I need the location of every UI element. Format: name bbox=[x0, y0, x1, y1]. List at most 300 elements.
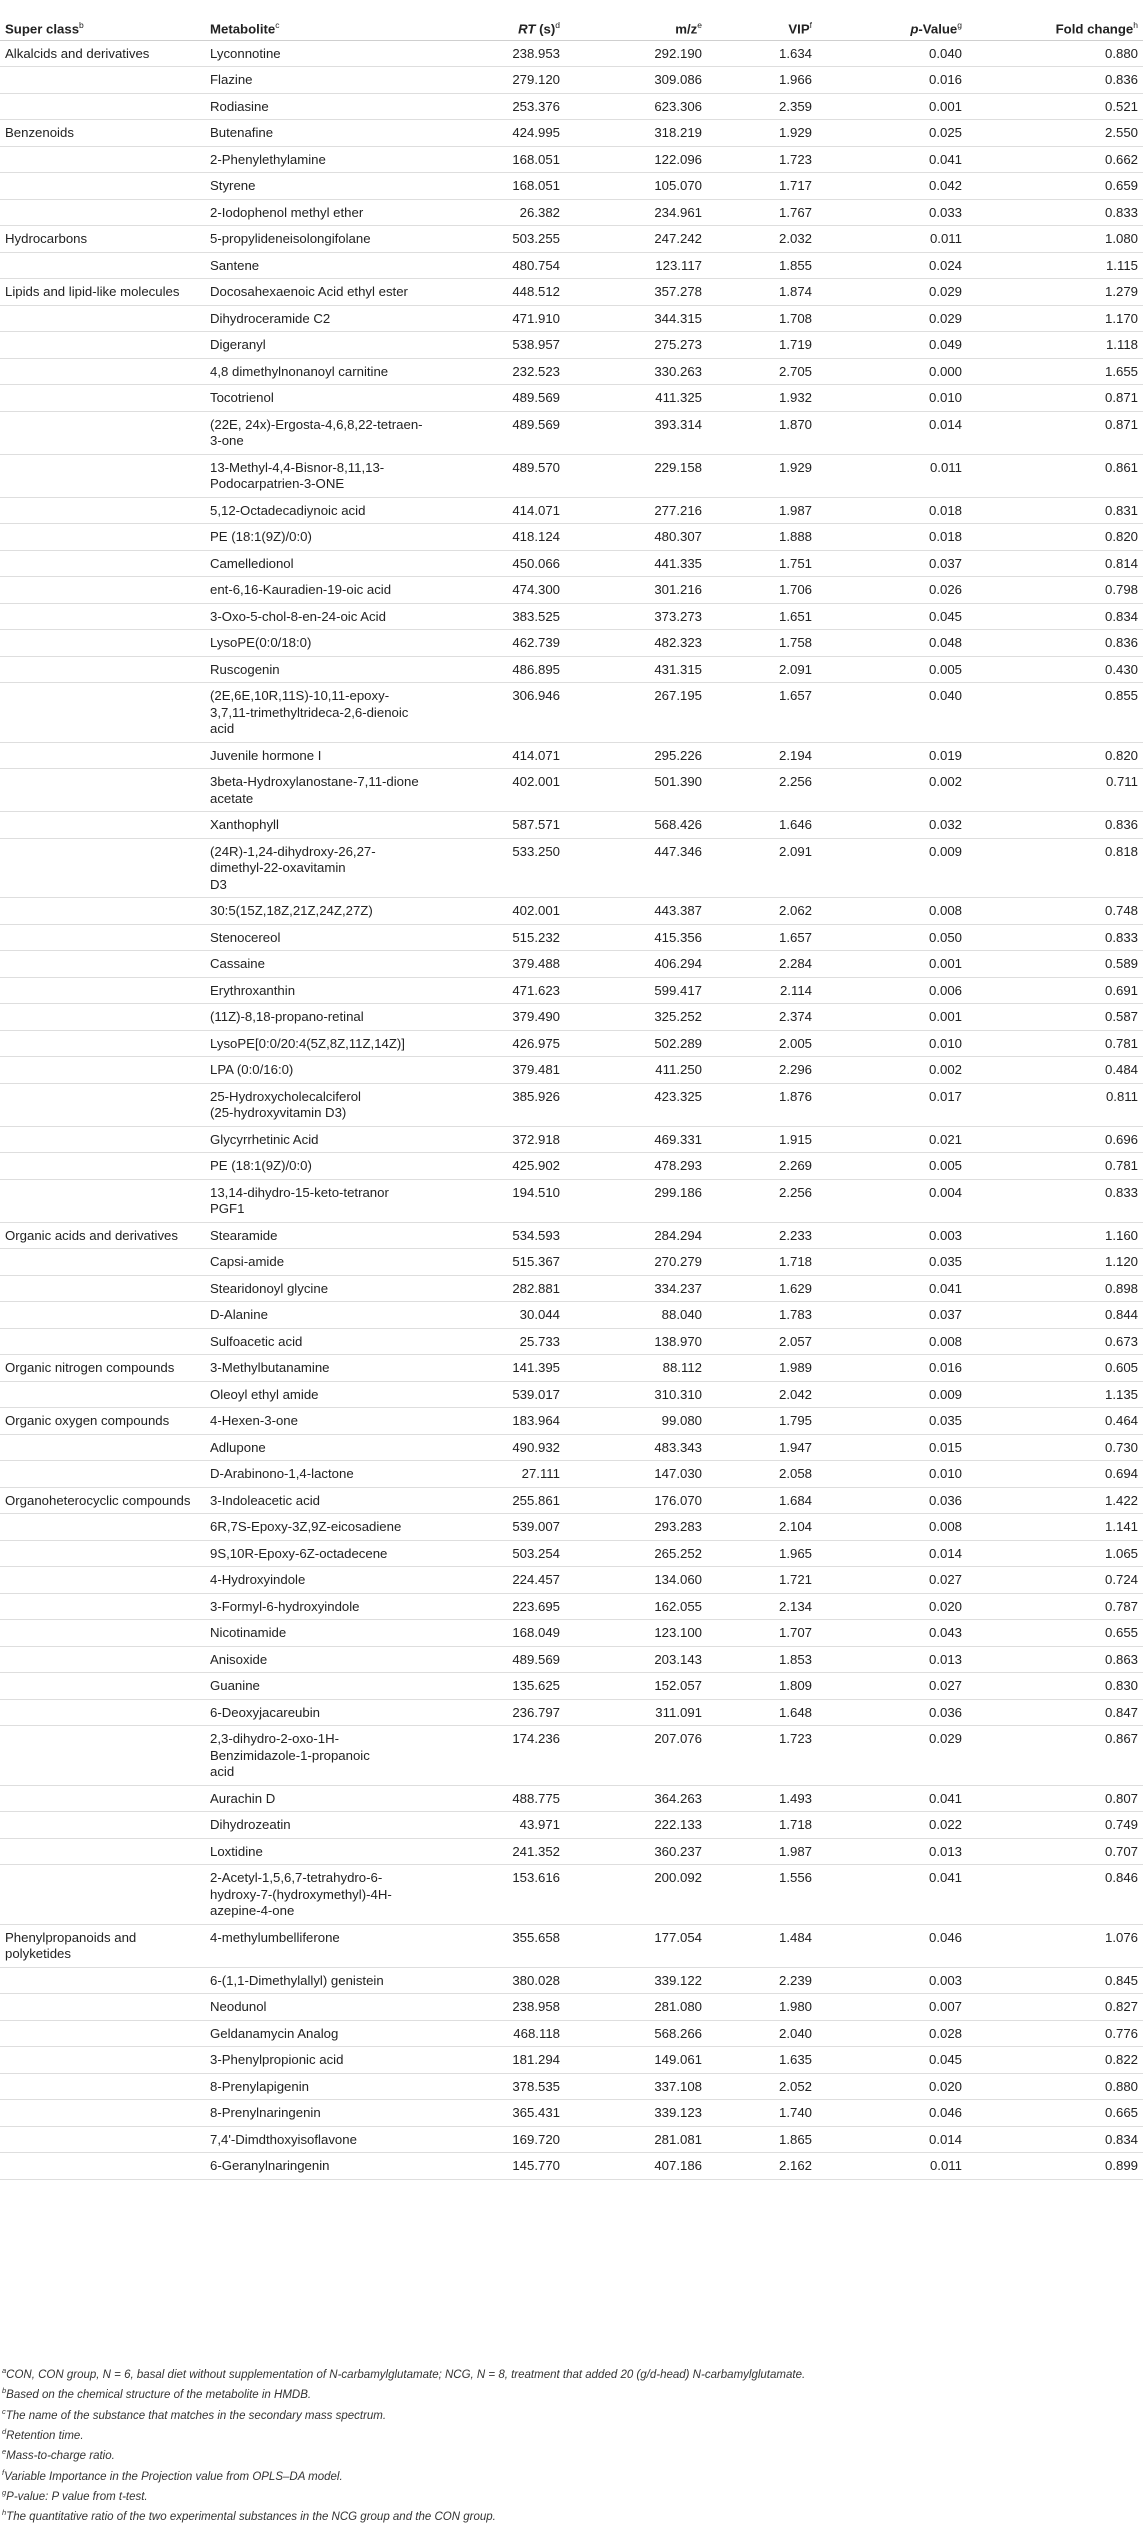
p-value-cell: 0.008 bbox=[928, 1333, 962, 1349]
metabolite-cell: Rodiasine bbox=[210, 98, 269, 114]
mz-cell: 318.219 bbox=[654, 125, 702, 140]
p-value-cell: 0.029 bbox=[928, 1731, 962, 1746]
super-class-cell bbox=[0, 769, 205, 812]
super-class-cell bbox=[0, 1812, 205, 1839]
super-class-cell bbox=[0, 252, 205, 279]
metabolite-cell: (2E,6E,10R,11S)-10,11-epoxy-3,7,11-trimethyltrideca-2,6-dienoic acid bbox=[210, 688, 409, 736]
super-class-cell bbox=[0, 1514, 205, 1541]
p-value-cell: 0.010 bbox=[928, 1035, 962, 1051]
fold-change-cell: 0.836 bbox=[1104, 635, 1138, 650]
p-value-cell: 0.003 bbox=[928, 1972, 962, 1988]
metabolite-cell: Lyconnotine bbox=[210, 45, 281, 61]
fold-change-cell: 1.422 bbox=[1104, 1492, 1138, 1508]
table-row bbox=[0, 2020, 1143, 2047]
super-class-cell bbox=[0, 1567, 205, 1594]
p-value-cell: 0.026 bbox=[928, 582, 962, 597]
metabolite-cell: Capsi-amide bbox=[210, 1254, 285, 1269]
p-value-cell: 0.000 bbox=[928, 363, 962, 379]
table-body bbox=[0, 40, 1143, 2179]
mz-cell: 222.133 bbox=[654, 1817, 702, 1832]
mz-cell: 599.417 bbox=[654, 982, 702, 998]
metabolite-cell: Loxtidine bbox=[210, 1843, 263, 1859]
vip-cell: 1.767 bbox=[778, 204, 812, 220]
p-value-cell: 0.020 bbox=[928, 2078, 962, 2094]
footnote bbox=[0, 2505, 1143, 2525]
fold-change-cell: 0.484 bbox=[1104, 1062, 1138, 1077]
rt-cell: 480.754 bbox=[512, 257, 560, 273]
mz-cell: 443.387 bbox=[654, 903, 702, 918]
fold-change-cell: 0.899 bbox=[1104, 2158, 1138, 2173]
super-class-cell bbox=[0, 742, 205, 769]
header-metabolite: Metabolite$^c$ bbox=[205, 12, 430, 40]
vip-cell: 1.717 bbox=[778, 178, 812, 193]
table-row bbox=[0, 812, 1143, 839]
table-row bbox=[0, 120, 1143, 147]
footnote-marker: c bbox=[2, 2406, 6, 2416]
vip-cell: 2.162 bbox=[778, 2158, 812, 2173]
metabolite-cell: 5,12-Octadecadiynoic acid bbox=[210, 502, 366, 518]
metabolite-cell: Geldanamycin Analog bbox=[210, 2025, 339, 2041]
vip-cell: 1.493 bbox=[778, 1790, 812, 1806]
fold-change-cell: 0.749 bbox=[1104, 1817, 1138, 1832]
metabolite-cell: Guanine bbox=[210, 1678, 260, 1693]
fold-change-cell: 1.135 bbox=[1104, 1386, 1138, 1402]
vip-cell: 1.706 bbox=[778, 582, 812, 597]
vip-cell: 1.648 bbox=[778, 1704, 812, 1720]
vip-cell: 1.723 bbox=[778, 151, 812, 167]
fold-change-cell: 0.696 bbox=[1104, 1131, 1138, 1147]
rt-cell: 236.797 bbox=[512, 1704, 560, 1720]
mz-cell: 373.273 bbox=[654, 608, 702, 624]
vip-cell: 2.058 bbox=[778, 1466, 812, 1481]
mz-cell: 334.237 bbox=[654, 1280, 702, 1296]
mz-cell: 176.070 bbox=[654, 1492, 702, 1508]
super-class-cell: Organic acids and derivatives bbox=[5, 1227, 178, 1243]
mz-cell: 337.108 bbox=[654, 2078, 702, 2094]
p-value-cell: 0.027 bbox=[928, 1572, 962, 1587]
super-class-cell: Organic nitrogen compounds bbox=[5, 1360, 175, 1375]
footnote-marker: b bbox=[2, 2386, 7, 2396]
mz-cell: 281.081 bbox=[654, 2131, 702, 2147]
footnote bbox=[0, 2424, 1143, 2444]
metabolite-cell: 6-Geranylnaringenin bbox=[210, 2158, 330, 2173]
super-class-cell bbox=[0, 1179, 205, 1222]
vip-cell: 2.256 bbox=[778, 774, 812, 789]
super-class-cell bbox=[0, 977, 205, 1004]
table-row bbox=[0, 656, 1143, 683]
fold-change-cell: 0.871 bbox=[1104, 416, 1138, 432]
vip-cell: 1.874 bbox=[778, 284, 812, 299]
metabolite-cell: 8-Prenylapigenin bbox=[210, 2078, 309, 2094]
vip-cell: 1.947 bbox=[778, 1439, 812, 1455]
super-class-cell: Organoheterocyclic compounds bbox=[5, 1492, 191, 1508]
table-row bbox=[0, 2047, 1143, 2074]
rt-cell: 168.049 bbox=[512, 1625, 560, 1640]
metabolite-cell: 2-Phenylethylamine bbox=[210, 151, 326, 167]
table-row bbox=[0, 1328, 1143, 1355]
rt-cell: 238.953 bbox=[512, 45, 560, 61]
fold-change-cell: 0.827 bbox=[1104, 1999, 1138, 2014]
p-value-cell: 0.040 bbox=[928, 688, 962, 703]
table-row bbox=[0, 146, 1143, 173]
table-row bbox=[0, 1126, 1143, 1153]
rt-cell: 253.376 bbox=[512, 98, 560, 114]
rt-cell: 515.367 bbox=[512, 1254, 560, 1269]
vip-cell: 1.758 bbox=[778, 635, 812, 650]
mz-cell: 360.237 bbox=[654, 1843, 702, 1859]
mz-cell: 207.076 bbox=[654, 1731, 702, 1746]
super-class-cell bbox=[0, 1994, 205, 2021]
super-class-cell: Phenylpropanoids and polyketides bbox=[5, 1929, 137, 1961]
rt-cell: 183.964 bbox=[512, 1413, 560, 1428]
footnotes bbox=[0, 2363, 1143, 2526]
p-value-cell: 0.025 bbox=[928, 125, 962, 140]
p-value-cell: 0.009 bbox=[928, 843, 962, 859]
mz-cell: 411.325 bbox=[655, 390, 702, 405]
fold-change-cell: 0.605 bbox=[1104, 1360, 1138, 1375]
metabolite-cell: (22E, 24x)-Ergosta-4,6,8,22-tetraen-3-one bbox=[210, 416, 423, 448]
vip-cell: 2.705 bbox=[778, 363, 812, 379]
table-row bbox=[0, 1461, 1143, 1488]
p-value-cell: 0.015 bbox=[928, 1439, 962, 1455]
table-row bbox=[0, 93, 1143, 120]
p-value-cell: 0.010 bbox=[928, 1466, 962, 1481]
p-value-cell: 0.048 bbox=[928, 635, 962, 650]
rt-cell: 282.881 bbox=[512, 1280, 560, 1296]
table-row bbox=[0, 1222, 1143, 1249]
mz-cell: 310.310 bbox=[654, 1386, 702, 1402]
footnote-marker: g bbox=[2, 2487, 7, 2497]
header-fold-change: Fold change$^h$ bbox=[967, 12, 1143, 40]
metabolite-cell: Stearidonoyl glycine bbox=[210, 1280, 329, 1296]
table-row bbox=[0, 1785, 1143, 1812]
table-row bbox=[0, 1408, 1143, 1435]
mz-cell: 469.331 bbox=[654, 1131, 702, 1147]
fold-change-cell: 0.863 bbox=[1104, 1651, 1138, 1667]
super-class-cell: Benzenoids bbox=[5, 125, 74, 140]
p-value-cell: 0.036 bbox=[928, 1704, 962, 1720]
fold-change-cell: 0.430 bbox=[1104, 661, 1138, 677]
mz-cell: 482.323 bbox=[654, 635, 702, 650]
metabolite-cell: Neodunol bbox=[210, 1999, 267, 2014]
super-class-cell bbox=[0, 812, 205, 839]
mz-cell: 162.055 bbox=[654, 1598, 702, 1614]
p-value-cell: 0.029 bbox=[928, 310, 962, 326]
metabolite-cell: Glycyrrhetinic Acid bbox=[210, 1131, 319, 1147]
fold-change-cell: 0.665 bbox=[1104, 2105, 1138, 2120]
table-row bbox=[0, 226, 1143, 253]
table-row bbox=[0, 332, 1143, 359]
table-header bbox=[0, 12, 1143, 40]
rt-cell: 488.775 bbox=[512, 1790, 560, 1806]
fold-change-cell: 0.833 bbox=[1104, 1184, 1138, 1200]
fold-change-cell: 0.781 bbox=[1104, 1035, 1138, 1051]
p-value-cell: 0.018 bbox=[928, 529, 962, 544]
vip-cell: 2.052 bbox=[778, 2078, 812, 2094]
table-row bbox=[0, 2126, 1143, 2153]
mz-cell: 123.117 bbox=[655, 257, 702, 273]
rt-cell: 194.510 bbox=[512, 1184, 560, 1200]
fold-change-cell: 1.076 bbox=[1104, 1929, 1138, 1945]
rt-cell: 539.017 bbox=[512, 1386, 560, 1402]
fold-change-cell: 0.847 bbox=[1104, 1704, 1138, 1720]
rt-cell: 474.300 bbox=[512, 582, 560, 597]
super-class-cell bbox=[0, 630, 205, 657]
fold-change-cell: 0.707 bbox=[1104, 1843, 1138, 1859]
super-class-cell bbox=[0, 550, 205, 577]
mz-cell: 203.143 bbox=[654, 1651, 702, 1667]
metabolite-cell: 4-Hexen-3-one bbox=[210, 1413, 298, 1428]
table-row bbox=[0, 2153, 1143, 2180]
mz-cell: 275.273 bbox=[654, 337, 702, 352]
vip-cell: 2.042 bbox=[778, 1386, 812, 1402]
metabolite-cell: 4,8 dimethylnonanoyl carnitine bbox=[210, 363, 389, 379]
metabolite-cell: (11Z)-8,18-propano-retinal bbox=[210, 1009, 364, 1024]
table-row bbox=[0, 977, 1143, 1004]
mz-cell: 88.040 bbox=[661, 1307, 702, 1322]
table-row bbox=[0, 838, 1143, 898]
table-row bbox=[0, 252, 1143, 279]
footnote-text: CON, CON group, N = 6, basal diet without supplementation of N-carbamylglutamate; NCG, N = 8, treatment that added 20 (g/d-head) N-carbamylglutamate. bbox=[6, 2368, 806, 2381]
rt-cell: 426.975 bbox=[512, 1035, 560, 1051]
fold-change-cell: 0.781 bbox=[1104, 1158, 1138, 1173]
table-row bbox=[0, 40, 1143, 67]
vip-cell: 1.870 bbox=[778, 416, 812, 432]
table-row bbox=[0, 67, 1143, 94]
super-class-cell bbox=[0, 2047, 205, 2074]
super-class-cell bbox=[0, 1249, 205, 1276]
table-row bbox=[0, 1487, 1143, 1514]
p-value-cell: 0.002 bbox=[928, 1062, 962, 1077]
vip-cell: 2.233 bbox=[778, 1227, 812, 1243]
mz-cell: 480.307 bbox=[654, 529, 702, 544]
fold-change-cell: 0.834 bbox=[1104, 2131, 1138, 2147]
rt-cell: 372.918 bbox=[512, 1131, 560, 1147]
mz-cell: 339.123 bbox=[654, 2105, 702, 2120]
rt-cell: 238.958 bbox=[512, 1999, 560, 2014]
mz-cell: 325.252 bbox=[654, 1009, 702, 1024]
metabolite-cell: Oleoyl ethyl amide bbox=[210, 1386, 319, 1402]
vip-cell: 1.915 bbox=[778, 1131, 812, 1147]
metabolite-cell: 25-Hydroxycholecalciferol (25-hydroxyvitamin D3) bbox=[210, 1088, 361, 1120]
metabolite-cell: 4-Hydroxyindole bbox=[210, 1572, 306, 1587]
metabolite-cell: Erythroxanthin bbox=[210, 982, 296, 998]
vip-cell: 1.635 bbox=[778, 2052, 812, 2067]
p-value-cell: 0.045 bbox=[928, 2052, 962, 2067]
mz-cell: 415.356 bbox=[654, 929, 702, 945]
super-class-cell bbox=[0, 1083, 205, 1126]
metabolite-cell: 4-methylumbelliferone bbox=[210, 1929, 340, 1945]
metabolite-cell: Docosahexaenoic Acid ethyl ester bbox=[210, 284, 408, 299]
table-row bbox=[0, 1275, 1143, 1302]
table-row bbox=[0, 454, 1143, 497]
vip-cell: 1.484 bbox=[778, 1929, 812, 1945]
vip-cell: 1.783 bbox=[778, 1307, 812, 1322]
footnote-marker: a bbox=[2, 2366, 7, 2375]
vip-cell: 1.987 bbox=[778, 1843, 812, 1859]
table-row bbox=[0, 1083, 1143, 1126]
vip-cell: 2.239 bbox=[778, 1972, 812, 1988]
mz-cell: 393.314 bbox=[654, 416, 702, 432]
metabolite-cell: Cassaine bbox=[210, 956, 265, 971]
p-value-cell: 0.011 bbox=[929, 2158, 962, 2173]
metabolite-cell: Digeranyl bbox=[210, 337, 266, 352]
vip-cell: 2.062 bbox=[778, 903, 812, 918]
mz-cell: 88.112 bbox=[662, 1360, 702, 1375]
fold-change-cell: 1.118 bbox=[1105, 337, 1138, 352]
p-value-cell: 0.024 bbox=[928, 257, 962, 273]
metabolite-cell: 7,4'-Dimdthoxyisoflavone bbox=[210, 2131, 357, 2147]
vip-cell: 1.740 bbox=[778, 2105, 812, 2120]
fold-change-cell: 0.820 bbox=[1104, 529, 1138, 544]
fold-change-cell: 0.871 bbox=[1104, 390, 1138, 405]
fold-change-cell: 0.831 bbox=[1104, 502, 1138, 518]
mz-cell: 407.186 bbox=[654, 2158, 702, 2173]
mz-cell: 267.195 bbox=[654, 688, 702, 703]
footnote-text: The quantitative ratio of the two experimental substances in the NCG group and the CON group. bbox=[6, 2511, 496, 2524]
vip-cell: 1.865 bbox=[778, 2131, 812, 2147]
p-value-cell: 0.018 bbox=[928, 502, 962, 518]
table-row bbox=[0, 1030, 1143, 1057]
super-class-cell bbox=[0, 1726, 205, 1786]
mz-cell: 299.186 bbox=[654, 1184, 702, 1200]
metabolite-cell: D-Arabinono-1,4-lactone bbox=[210, 1466, 354, 1481]
fold-change-cell: 0.811 bbox=[1105, 1088, 1138, 1104]
table-row bbox=[0, 279, 1143, 306]
metabolite-cell: 2,3-dihydro-2-oxo-1H-Benzimidazole-1-propanoic acid bbox=[210, 1731, 370, 1779]
metabolite-cell: D-Alanine bbox=[210, 1307, 268, 1322]
rt-cell: 306.946 bbox=[512, 688, 560, 703]
rt-cell: 471.910 bbox=[512, 310, 560, 326]
fold-change-cell: 0.836 bbox=[1104, 817, 1138, 832]
rt-cell: 232.523 bbox=[512, 363, 560, 379]
p-value-cell: 0.014 bbox=[928, 416, 962, 432]
vip-cell: 1.932 bbox=[778, 390, 812, 405]
mz-cell: 284.294 bbox=[654, 1227, 702, 1243]
fold-change-cell: 1.065 bbox=[1104, 1545, 1138, 1561]
metabolite-cell: Styrene bbox=[210, 178, 256, 193]
table-row bbox=[0, 173, 1143, 200]
mz-cell: 105.070 bbox=[654, 178, 702, 193]
vip-cell: 1.646 bbox=[778, 817, 812, 832]
vip-cell: 1.684 bbox=[778, 1492, 812, 1508]
metabolite-cell: Sulfoacetic acid bbox=[210, 1333, 303, 1349]
footnote-marker: d bbox=[2, 2426, 7, 2436]
mz-cell: 309.086 bbox=[654, 72, 702, 87]
metabolite-cell: Ruscogenin bbox=[210, 661, 280, 677]
table-row bbox=[0, 1514, 1143, 1541]
vip-cell: 1.853 bbox=[778, 1651, 812, 1667]
table-row bbox=[0, 1924, 1143, 1967]
super-class-cell bbox=[0, 1153, 205, 1180]
fold-change-cell: 0.589 bbox=[1104, 956, 1138, 971]
table-row bbox=[0, 603, 1143, 630]
metabolite-cell: LysoPE(0:0/18:0) bbox=[210, 635, 312, 650]
vip-cell: 2.359 bbox=[778, 98, 812, 114]
super-class-cell bbox=[0, 1785, 205, 1812]
rt-cell: 141.395 bbox=[512, 1360, 560, 1375]
metabolite-cell: 6R,7S-Epoxy-3Z,9Z-eicosadiene bbox=[210, 1519, 402, 1534]
vip-cell: 1.708 bbox=[778, 310, 812, 326]
fold-change-cell: 0.694 bbox=[1104, 1466, 1138, 1481]
mz-cell: 568.266 bbox=[654, 2025, 702, 2041]
rt-cell: 450.066 bbox=[512, 555, 560, 571]
mz-cell: 411.250 bbox=[655, 1062, 702, 1077]
super-class-cell bbox=[0, 497, 205, 524]
super-class-cell bbox=[0, 2153, 205, 2180]
rt-cell: 43.971 bbox=[519, 1817, 560, 1832]
vip-cell: 1.929 bbox=[778, 125, 812, 140]
table-row bbox=[0, 769, 1143, 812]
super-class-cell bbox=[0, 385, 205, 412]
super-class-cell bbox=[0, 2073, 205, 2100]
footnote-marker: e bbox=[2, 2447, 7, 2457]
metabolite-cell: Aurachin D bbox=[210, 1790, 276, 1806]
rt-cell: 418.124 bbox=[512, 529, 560, 544]
rt-cell: 538.957 bbox=[512, 337, 560, 352]
p-value-cell: 0.019 bbox=[928, 747, 962, 763]
table-row bbox=[0, 524, 1143, 551]
table-row bbox=[0, 630, 1143, 657]
p-value-cell: 0.029 bbox=[928, 284, 962, 299]
table-row bbox=[0, 305, 1143, 332]
metabolite-cell: Stenocereol bbox=[210, 929, 281, 945]
fold-change-cell: 0.798 bbox=[1104, 582, 1138, 597]
super-class-cell bbox=[0, 1328, 205, 1355]
mz-cell: 311.091 bbox=[655, 1704, 702, 1720]
super-class-cell bbox=[0, 332, 205, 359]
table-row bbox=[0, 1994, 1143, 2021]
super-class-cell bbox=[0, 1673, 205, 1700]
fold-change-cell: 0.898 bbox=[1104, 1280, 1138, 1296]
vip-cell: 2.269 bbox=[778, 1158, 812, 1173]
table-row bbox=[0, 1249, 1143, 1276]
super-class-cell bbox=[0, 2020, 205, 2047]
metabolite-cell: Anisoxide bbox=[210, 1651, 268, 1667]
p-value-cell: 0.011 bbox=[929, 459, 962, 475]
mz-cell: 122.096 bbox=[654, 151, 702, 167]
footnote-text: P-value: P value from t-test. bbox=[6, 2490, 148, 2503]
fold-change-cell: 0.833 bbox=[1104, 929, 1138, 945]
vip-cell: 2.256 bbox=[778, 1184, 812, 1200]
vip-cell: 1.723 bbox=[778, 1731, 812, 1746]
mz-cell: 99.080 bbox=[661, 1413, 702, 1428]
table-row bbox=[0, 411, 1143, 454]
rt-cell: 241.352 bbox=[512, 1843, 560, 1859]
super-class-cell bbox=[0, 1461, 205, 1488]
vip-cell: 2.296 bbox=[778, 1062, 812, 1077]
rt-cell: 168.051 bbox=[512, 151, 560, 167]
table-row bbox=[0, 385, 1143, 412]
rt-cell: 380.028 bbox=[512, 1972, 560, 1988]
rt-cell: 181.294 bbox=[512, 2052, 560, 2067]
vip-cell: 1.657 bbox=[778, 688, 812, 703]
p-value-cell: 0.028 bbox=[928, 2025, 962, 2041]
metabolite-cell: 6-(1,1-Dimethylallyl) genistein bbox=[210, 1972, 384, 1988]
metabolite-cell: Stearamide bbox=[210, 1227, 278, 1243]
rt-cell: 174.236 bbox=[512, 1731, 560, 1746]
vip-cell: 1.929 bbox=[778, 459, 812, 475]
vip-cell: 2.104 bbox=[778, 1519, 812, 1534]
p-value-cell: 0.002 bbox=[928, 774, 962, 789]
p-value-cell: 0.014 bbox=[928, 1545, 962, 1561]
vip-cell: 1.989 bbox=[778, 1360, 812, 1375]
mz-cell: 423.325 bbox=[654, 1088, 702, 1104]
metabolite-cell: Juvenile hormone I bbox=[210, 747, 322, 763]
metabolite-cell: 3-Formyl-6-hydroxyindole bbox=[210, 1598, 360, 1614]
super-class-cell bbox=[0, 93, 205, 120]
vip-cell: 2.284 bbox=[778, 956, 812, 971]
